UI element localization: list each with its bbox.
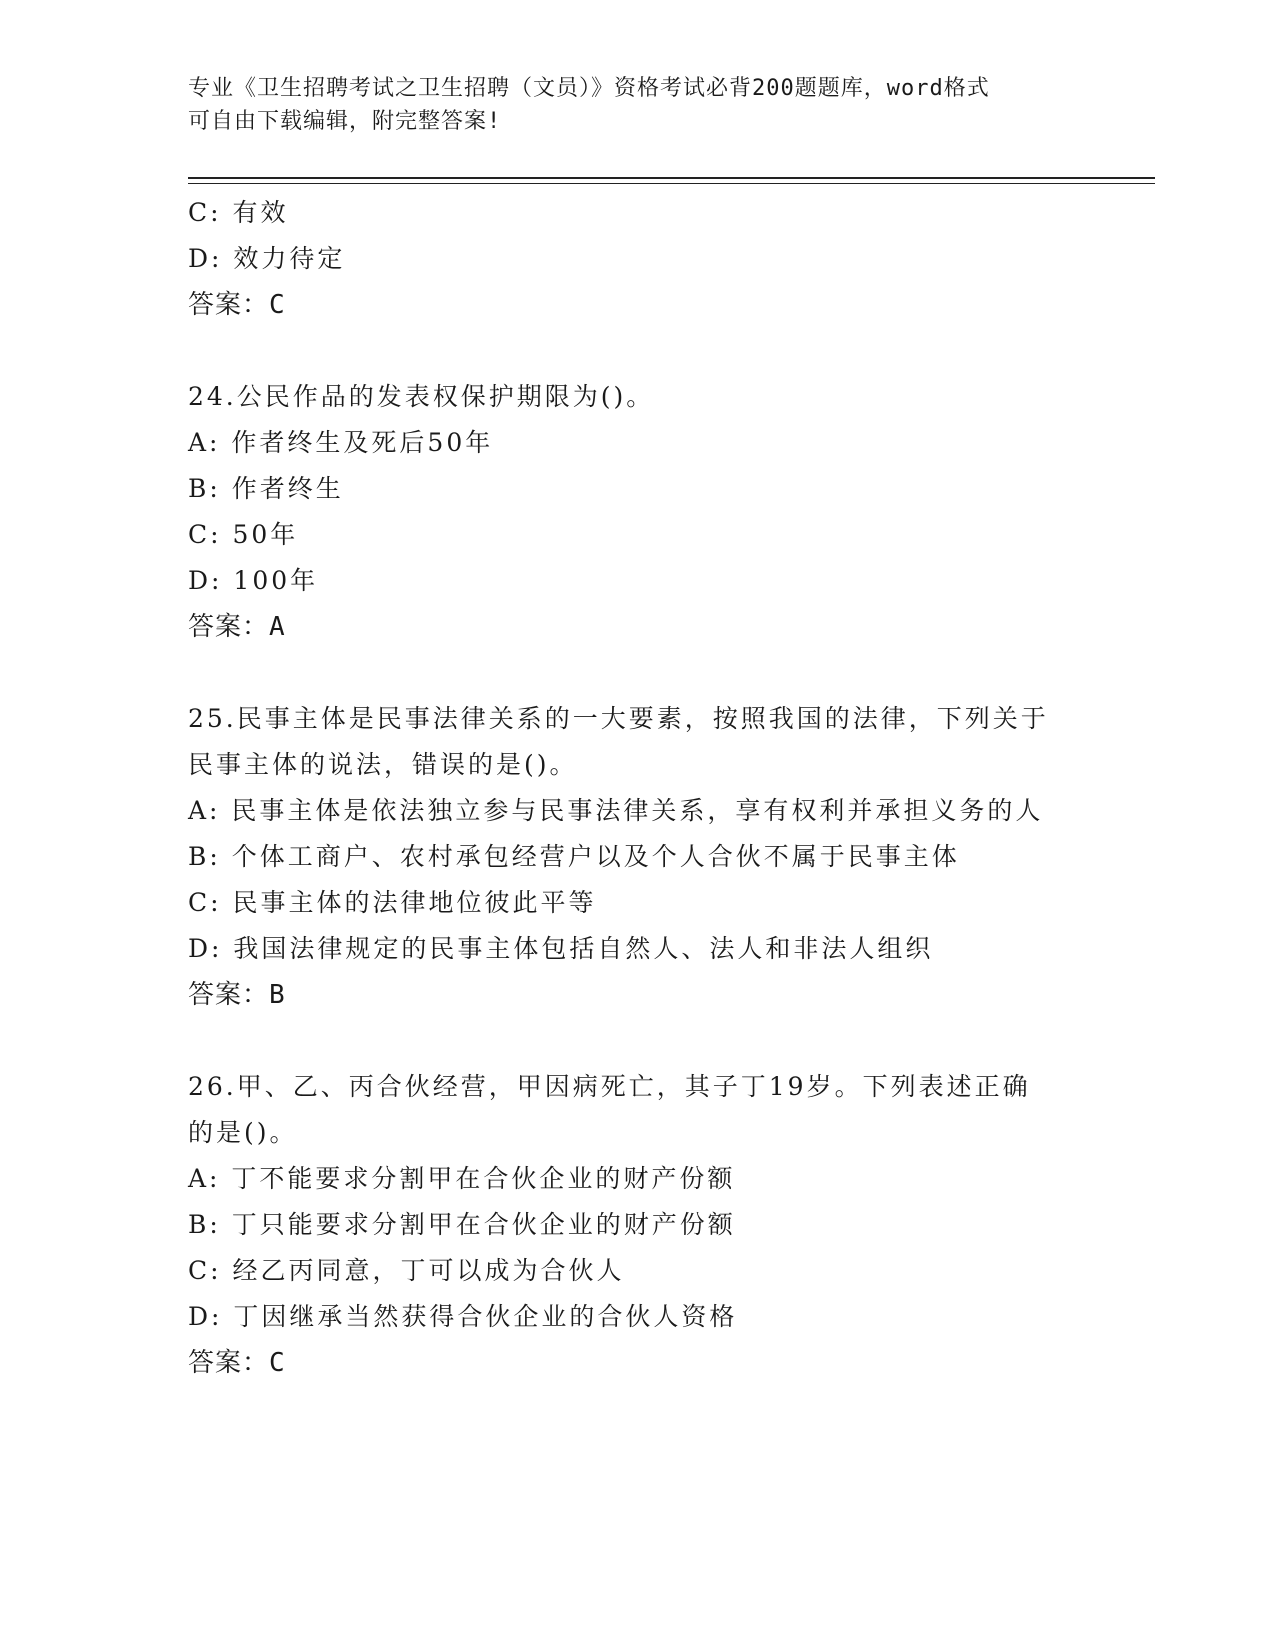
header-divider-thin: [188, 183, 1155, 184]
option-a: A: 作者终生及死后50年: [188, 428, 494, 457]
header-line-1: 专业《卫生招聘考试之卫生招聘（文员）》资格考试必背200题题库，word格式: [188, 76, 990, 101]
option-c: C: 50年: [188, 520, 299, 549]
document-body: [188, 190, 1088, 1386]
option-b: B: 个体工商户、农村承包经营户以及个人合伙不属于民事主体: [188, 842, 960, 871]
question-24: [188, 374, 1088, 650]
option-d: D: 丁因继承当然获得合伙企业的合伙人资格: [188, 1302, 738, 1331]
option-a: A: 丁不能要求分割甲在合伙企业的财产份额: [188, 1164, 736, 1193]
question-stem: 26.甲、乙、丙合伙经营，甲因病死亡，其子丁19岁。下列表述正确: [188, 1072, 1031, 1101]
answer-line: 答案：A: [188, 612, 286, 642]
answer-line: 答案：C: [188, 290, 286, 320]
option-b: B: 作者终生: [188, 474, 344, 503]
question-stem-continued: 民事主体的说法，错误的是()。: [188, 750, 578, 779]
spacer: [188, 650, 1088, 696]
option-a: A: 民事主体是依法独立参与民事法律关系，享有权利并承担义务的人: [188, 796, 1044, 825]
option-c: C: 经乙丙同意，丁可以成为合伙人: [188, 1256, 625, 1285]
spacer: [188, 328, 1088, 374]
question-stem-continued: 的是()。: [188, 1118, 298, 1147]
question-25: [188, 696, 1088, 1018]
question-stem: 24.公民作品的发表权保护期限为()。: [188, 382, 655, 411]
answer-line: 答案：B: [188, 980, 286, 1010]
option-c: C: 民事主体的法律地位彼此平等: [188, 888, 597, 917]
spacer: [188, 1018, 1088, 1064]
answer-line: 答案：C: [188, 1348, 286, 1378]
continued-question: [188, 190, 1088, 328]
option-d: D: 我国法律规定的民事主体包括自然人、法人和非法人组织: [188, 934, 934, 963]
document-header: [188, 72, 1088, 138]
option-c: C: 有效: [188, 198, 289, 227]
header-divider-thick: [188, 177, 1155, 179]
question-26: [188, 1064, 1088, 1386]
option-b: B: 丁只能要求分割甲在合伙企业的财产份额: [188, 1210, 736, 1239]
option-d: D: 效力待定: [188, 244, 346, 273]
option-d: D: 100年: [188, 566, 319, 595]
header-line-2: 可自由下载编辑，附完整答案!: [188, 109, 502, 134]
question-stem: 25.民事主体是民事法律关系的一大要素，按照我国的法律，下列关于: [188, 704, 1049, 733]
